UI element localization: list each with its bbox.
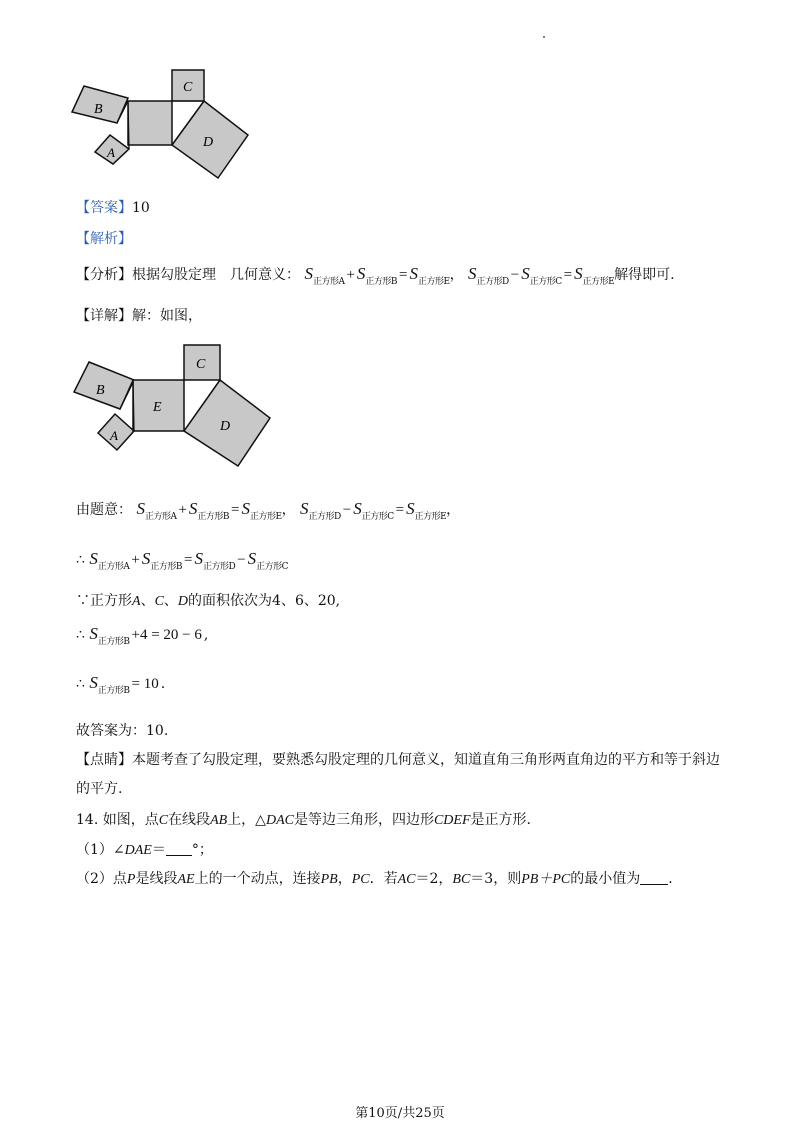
given-text: ∵正方形 bbox=[76, 593, 132, 609]
step1-line: ∴ $S_{正方形A} + S_{正方形B} = S_{正方形D} - S_{正方形C}$ bbox=[76, 549, 289, 572]
fenxi-tag: 【分析】 bbox=[76, 267, 132, 283]
label-b: B bbox=[94, 102, 103, 117]
answer-blank-2 bbox=[640, 870, 668, 885]
sub-e: 正方形E bbox=[418, 277, 450, 287]
q14-part1: （1）∠DAE＝ °； bbox=[76, 842, 213, 858]
label-d: D bbox=[220, 419, 231, 434]
sub-c: 正方形C bbox=[529, 277, 562, 287]
q14-part2: （2）点P是线段AE上的一个动点，连接PB，PC．若AC＝2，BC＝3，则PB＋PC的最小值为 . bbox=[76, 871, 673, 887]
step3-eq: = 10 bbox=[131, 676, 159, 692]
step1-prefix: ∴ bbox=[76, 552, 85, 568]
dianjing-tag: 【点睛】 bbox=[76, 752, 132, 768]
sub-b: 正方形B bbox=[365, 277, 398, 287]
step2-line: ∴ $S_{正方形B} +4 = 20 - 6$ , bbox=[76, 624, 209, 647]
analysis-line bbox=[76, 229, 132, 249]
q14-stem: 14. 如图，点C在线段AB上，△DAC是等边三角形，四边形CDEF是正方形. bbox=[76, 812, 531, 828]
fenxi-tail: 解得即可. bbox=[614, 267, 675, 283]
step2-prefix: ∴ bbox=[76, 627, 85, 643]
youti-prefix: 由题意： bbox=[76, 502, 132, 518]
label-c: C bbox=[196, 357, 206, 372]
sub-a: 正方形A bbox=[312, 277, 345, 287]
detail-tag: 【详解】 bbox=[76, 308, 132, 324]
label-a: A bbox=[110, 428, 118, 443]
analysis-tag: 【解析】 bbox=[76, 231, 132, 247]
step3-line: ∴ $S_{正方形B} = 10$ . bbox=[76, 673, 166, 696]
given-line: ∵正方形A、C、D的面积依次为4、6、20, bbox=[76, 593, 341, 609]
label-e: E bbox=[153, 400, 162, 415]
final-line bbox=[76, 721, 168, 741]
figure-squares-2 bbox=[70, 340, 275, 470]
dianjing-text1: 本题考查了勾股定理，要熟悉勾股定理的几何意义，知道直角三角形两直角边的平方和等于斜边 bbox=[132, 752, 720, 768]
label-a: A bbox=[107, 145, 115, 160]
page-dot bbox=[543, 36, 545, 38]
youti-line: 由题意： $S_{正方形A} + S_{正方形B} = S_{正方形E}$， $S_{正方形D} - S_{正方形C} = S_{正方形E}$， bbox=[76, 499, 461, 522]
answer-blank-1 bbox=[166, 841, 192, 856]
label-c: C bbox=[183, 80, 193, 95]
answer-tag: 【答案】 bbox=[76, 200, 132, 216]
step2-eq: +4 = 20 − 6 bbox=[131, 627, 202, 643]
answer-line bbox=[76, 198, 150, 218]
detail-line bbox=[76, 306, 202, 326]
step3-prefix: ∴ bbox=[76, 676, 85, 692]
page-footer: 第10页/共25页 bbox=[355, 1106, 445, 1121]
label-d: D bbox=[203, 135, 214, 150]
label-b: B bbox=[96, 383, 105, 398]
fenxi-text: 根据勾股定理 几何意义： bbox=[132, 267, 300, 283]
figure-squares-1 bbox=[68, 62, 258, 184]
square-center bbox=[128, 101, 172, 145]
final-text: 故答案为：10. bbox=[76, 723, 169, 739]
dianjing-line1 bbox=[76, 750, 720, 770]
detail-text: 解：如图， bbox=[132, 308, 202, 324]
fenxi-line: 【分析】根据勾股定理 几何意义： $S_{正方形A} + S_{正方形B} = S_{正方形E}$， $S_{正方形D} - S_{正方形C} = S_{正方形E}$解得即可. bbox=[76, 264, 675, 287]
sub-d: 正方形D bbox=[476, 277, 509, 287]
dianjing-line2 bbox=[76, 779, 122, 799]
answer-value: 10 bbox=[132, 200, 150, 216]
dianjing-text2: 的平方. bbox=[76, 781, 123, 797]
